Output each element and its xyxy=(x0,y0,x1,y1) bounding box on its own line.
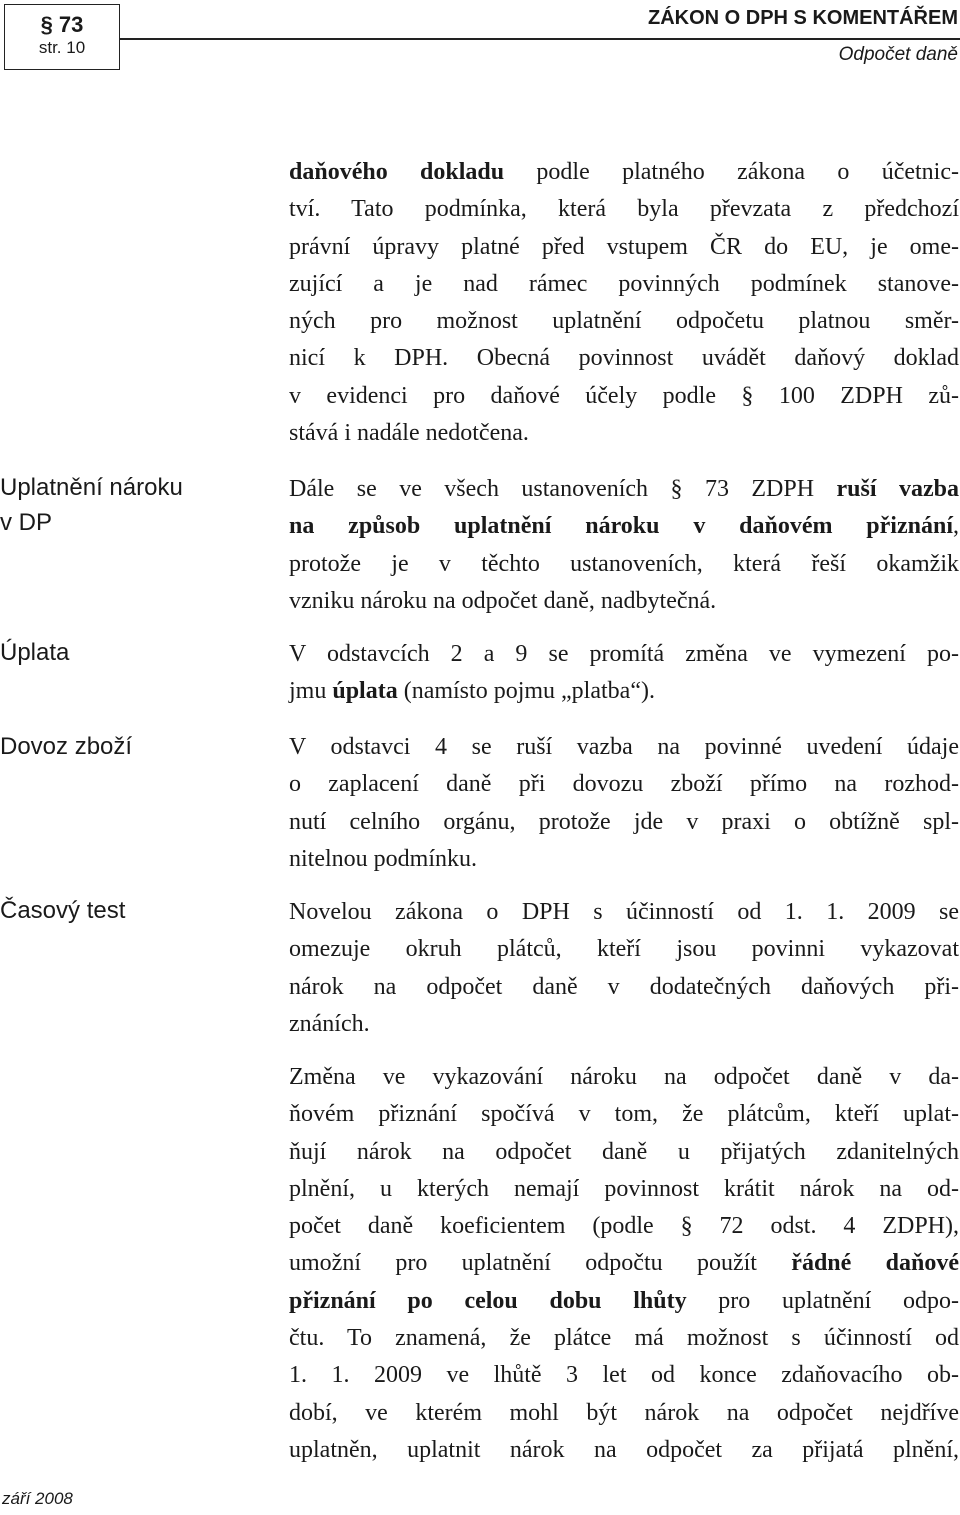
paragraph-6 xyxy=(289,1059,959,1469)
paragraph-5 xyxy=(289,894,959,1043)
text-line: nicí k DPH. Obecná povinnost uvádět daňový doklad xyxy=(289,345,959,372)
text-line: ných pro možnost uplatnění odpočetu platnou směr- xyxy=(289,308,959,335)
text: podle platného zákona o účetnic- xyxy=(504,159,959,185)
text: , xyxy=(953,513,959,540)
text-line: protože je v těchto ustanoveních, která řeší okamžik xyxy=(289,550,959,577)
bold-text: ruší vazba xyxy=(836,476,959,502)
chapter-subtitle: Odpočet daně xyxy=(838,44,958,65)
text: (namísto pojmu „platba“). xyxy=(397,678,655,705)
text-line: ňovém přiznání spočívá v tom, že plátcům, kteří uplat- xyxy=(289,1101,959,1128)
text-line: ňují nárok na odpočet daně u přijatých zdanitelných xyxy=(289,1138,959,1165)
text-line: právní úpravy platné před vstupem ČR do EU, je ome- xyxy=(289,233,959,260)
text-line: vzniku nároku na odpočet daně, nadbytečná. xyxy=(289,587,717,614)
text-line: o zaplacení daně při dovozu zboží přímo na rozhod- xyxy=(289,771,959,798)
bold-text: daňového dokladu xyxy=(289,159,505,185)
text-line: Novelou zákona o DPH s účinností od 1. 1. 2009 se xyxy=(289,899,959,925)
section-box xyxy=(4,4,120,70)
text-line xyxy=(289,673,959,710)
bold-text: řádné daňové xyxy=(791,1250,959,1277)
margin-label-line: Uplatnění nároku xyxy=(0,474,183,501)
text: jmu xyxy=(289,678,333,705)
paragraph-4 xyxy=(289,729,959,878)
section-number: § 73 xyxy=(40,12,84,37)
margin-label-casovy-test: Časový test xyxy=(0,897,126,924)
paragraph-1 xyxy=(289,154,959,452)
text-line xyxy=(289,471,959,508)
text-line: nárok na odpočet daně v dodatečných daňových při- xyxy=(289,973,959,1000)
text-line: zující a je nad rámec povinných podmínek stanove- xyxy=(289,270,959,297)
text-line: počet daně koeficientem (podle § 72 odst. 4 ZDPH), xyxy=(289,1213,959,1240)
margin-label-line: v DP xyxy=(0,509,53,536)
text: pro uplatnění odpo- xyxy=(686,1287,960,1314)
text-line: čtu. To znamená, že plátce má možnost s účinností od xyxy=(289,1325,959,1352)
text-line: tví. Tato podmínka, která byla převzata z předchozí xyxy=(289,196,959,223)
paragraph-3 xyxy=(289,636,959,711)
text-line: V odstavcích 2 a 9 se promítá změna ve vymezení po- xyxy=(289,641,959,667)
bold-text: úplata xyxy=(332,678,398,705)
page-number: str. 10 xyxy=(38,38,86,57)
paragraph-2 xyxy=(289,471,959,620)
header-rule xyxy=(120,38,960,40)
margin-label-uplata: Úplata xyxy=(0,639,70,666)
text-line: nitelnou podmínku. xyxy=(289,845,477,872)
text-line xyxy=(289,154,959,191)
footer-date: září 2008 xyxy=(2,1489,73,1508)
text-line: stává i nadále nedotčena. xyxy=(289,420,529,447)
text-line xyxy=(289,508,959,545)
text-line: znáních. xyxy=(289,1010,370,1037)
text-line xyxy=(289,1245,959,1282)
book-title: ZÁKON O DPH S KOMENTÁŘEM xyxy=(648,7,958,29)
text-line: V odstavci 4 se ruší vazba na povinné uvedení údaje xyxy=(289,734,959,760)
text-line: uplatněn, uplatnit nárok na odpočet za přijatá plnění, xyxy=(289,1436,959,1463)
text-line: dobí, ve kterém mohl být nárok na odpočet nejdříve xyxy=(289,1399,959,1426)
text-line: Změna ve vykazování nároku na odpočet daně v da- xyxy=(289,1064,959,1090)
bold-text: přiznání po celou dobu lhůty xyxy=(289,1287,687,1314)
text-line: v evidenci pro daňové účely podle § 100 ZDPH zů- xyxy=(289,382,959,409)
text: Dále se ve všech ustanoveních § 73 ZDPH xyxy=(289,476,837,502)
text-line xyxy=(289,1283,959,1320)
text-line: plnění, u kterých nemají povinnost krátit nárok na od- xyxy=(289,1175,959,1202)
text: umožní pro uplatnění odpočtu použít xyxy=(289,1250,792,1277)
margin-label-uplatneni xyxy=(0,470,260,540)
margin-label-dovoz: Dovoz zboží xyxy=(0,733,133,760)
text-line: nutí celního orgánu, protože jde v praxi o obtížně spl- xyxy=(289,808,959,835)
text-line: omezuje okruh plátců, kteří jsou povinni vykazovat xyxy=(289,936,959,963)
text-line: 1. 1. 2009 ve lhůtě 3 let od konce zdaňovacího ob- xyxy=(289,1362,959,1389)
bold-text: na způsob uplatnění nároku v daňovém přiznání xyxy=(289,513,953,540)
